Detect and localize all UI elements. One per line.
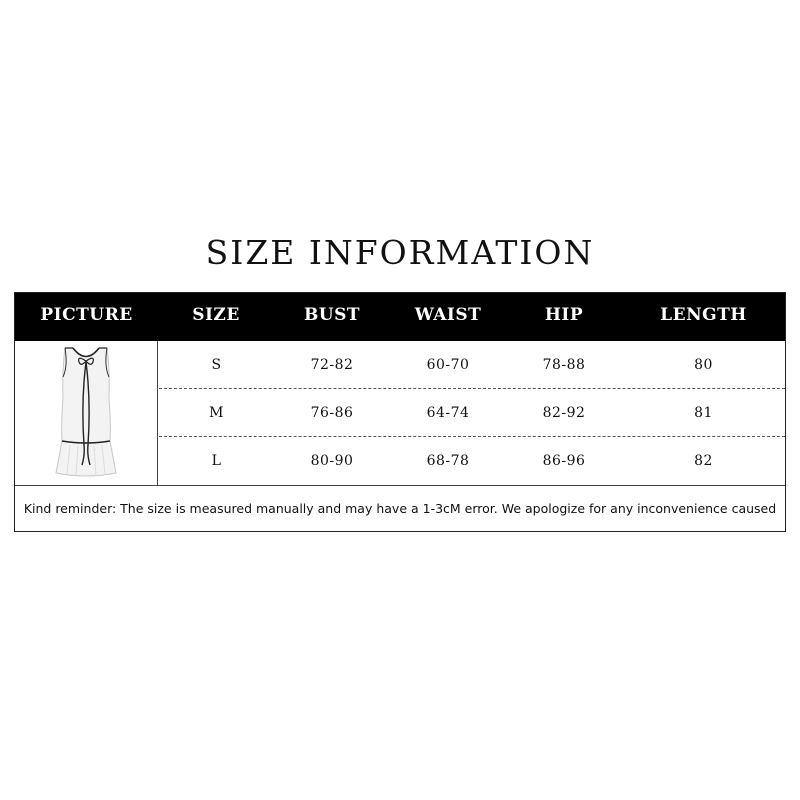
table-row [159, 437, 785, 485]
hip-cell: 78-88 [542, 357, 586, 373]
table-header [15, 293, 785, 341]
length-cell: 81 [694, 405, 713, 421]
hip-cell: 82-92 [542, 405, 586, 421]
bust-cell: 80-90 [310, 453, 354, 469]
page-title: SIZE INFORMATION [205, 233, 595, 272]
bust-cell: 76-86 [310, 405, 354, 421]
waist-cell: 60-70 [426, 357, 470, 373]
bust-cell: 72-82 [310, 357, 354, 373]
header-hip: HIP [544, 305, 584, 325]
length-cell: 82 [694, 453, 713, 469]
table-row [159, 341, 785, 389]
size-cell: S [211, 357, 222, 373]
waist-cell: 64-74 [426, 405, 470, 421]
header-length: LENGTH [660, 305, 747, 325]
waist-cell: 68-78 [426, 453, 470, 469]
length-cell: 80 [694, 357, 713, 373]
size-chart-table [14, 292, 786, 532]
header-bust: BUST [303, 305, 361, 325]
hip-cell: 86-96 [542, 453, 586, 469]
kind-reminder-text: Kind reminder: The size is measured manually and may have a 1-3cM error. We apologize for any inconvenience caused [23, 501, 777, 516]
header-picture: PICTURE [40, 305, 133, 325]
size-cell: L [211, 453, 222, 469]
table-row [159, 389, 785, 437]
dress-image [15, 341, 158, 485]
header-size: SIZE [192, 305, 240, 325]
product-picture-cell [15, 341, 158, 485]
header-waist: WAIST [414, 305, 482, 325]
size-cell: M [209, 405, 224, 421]
